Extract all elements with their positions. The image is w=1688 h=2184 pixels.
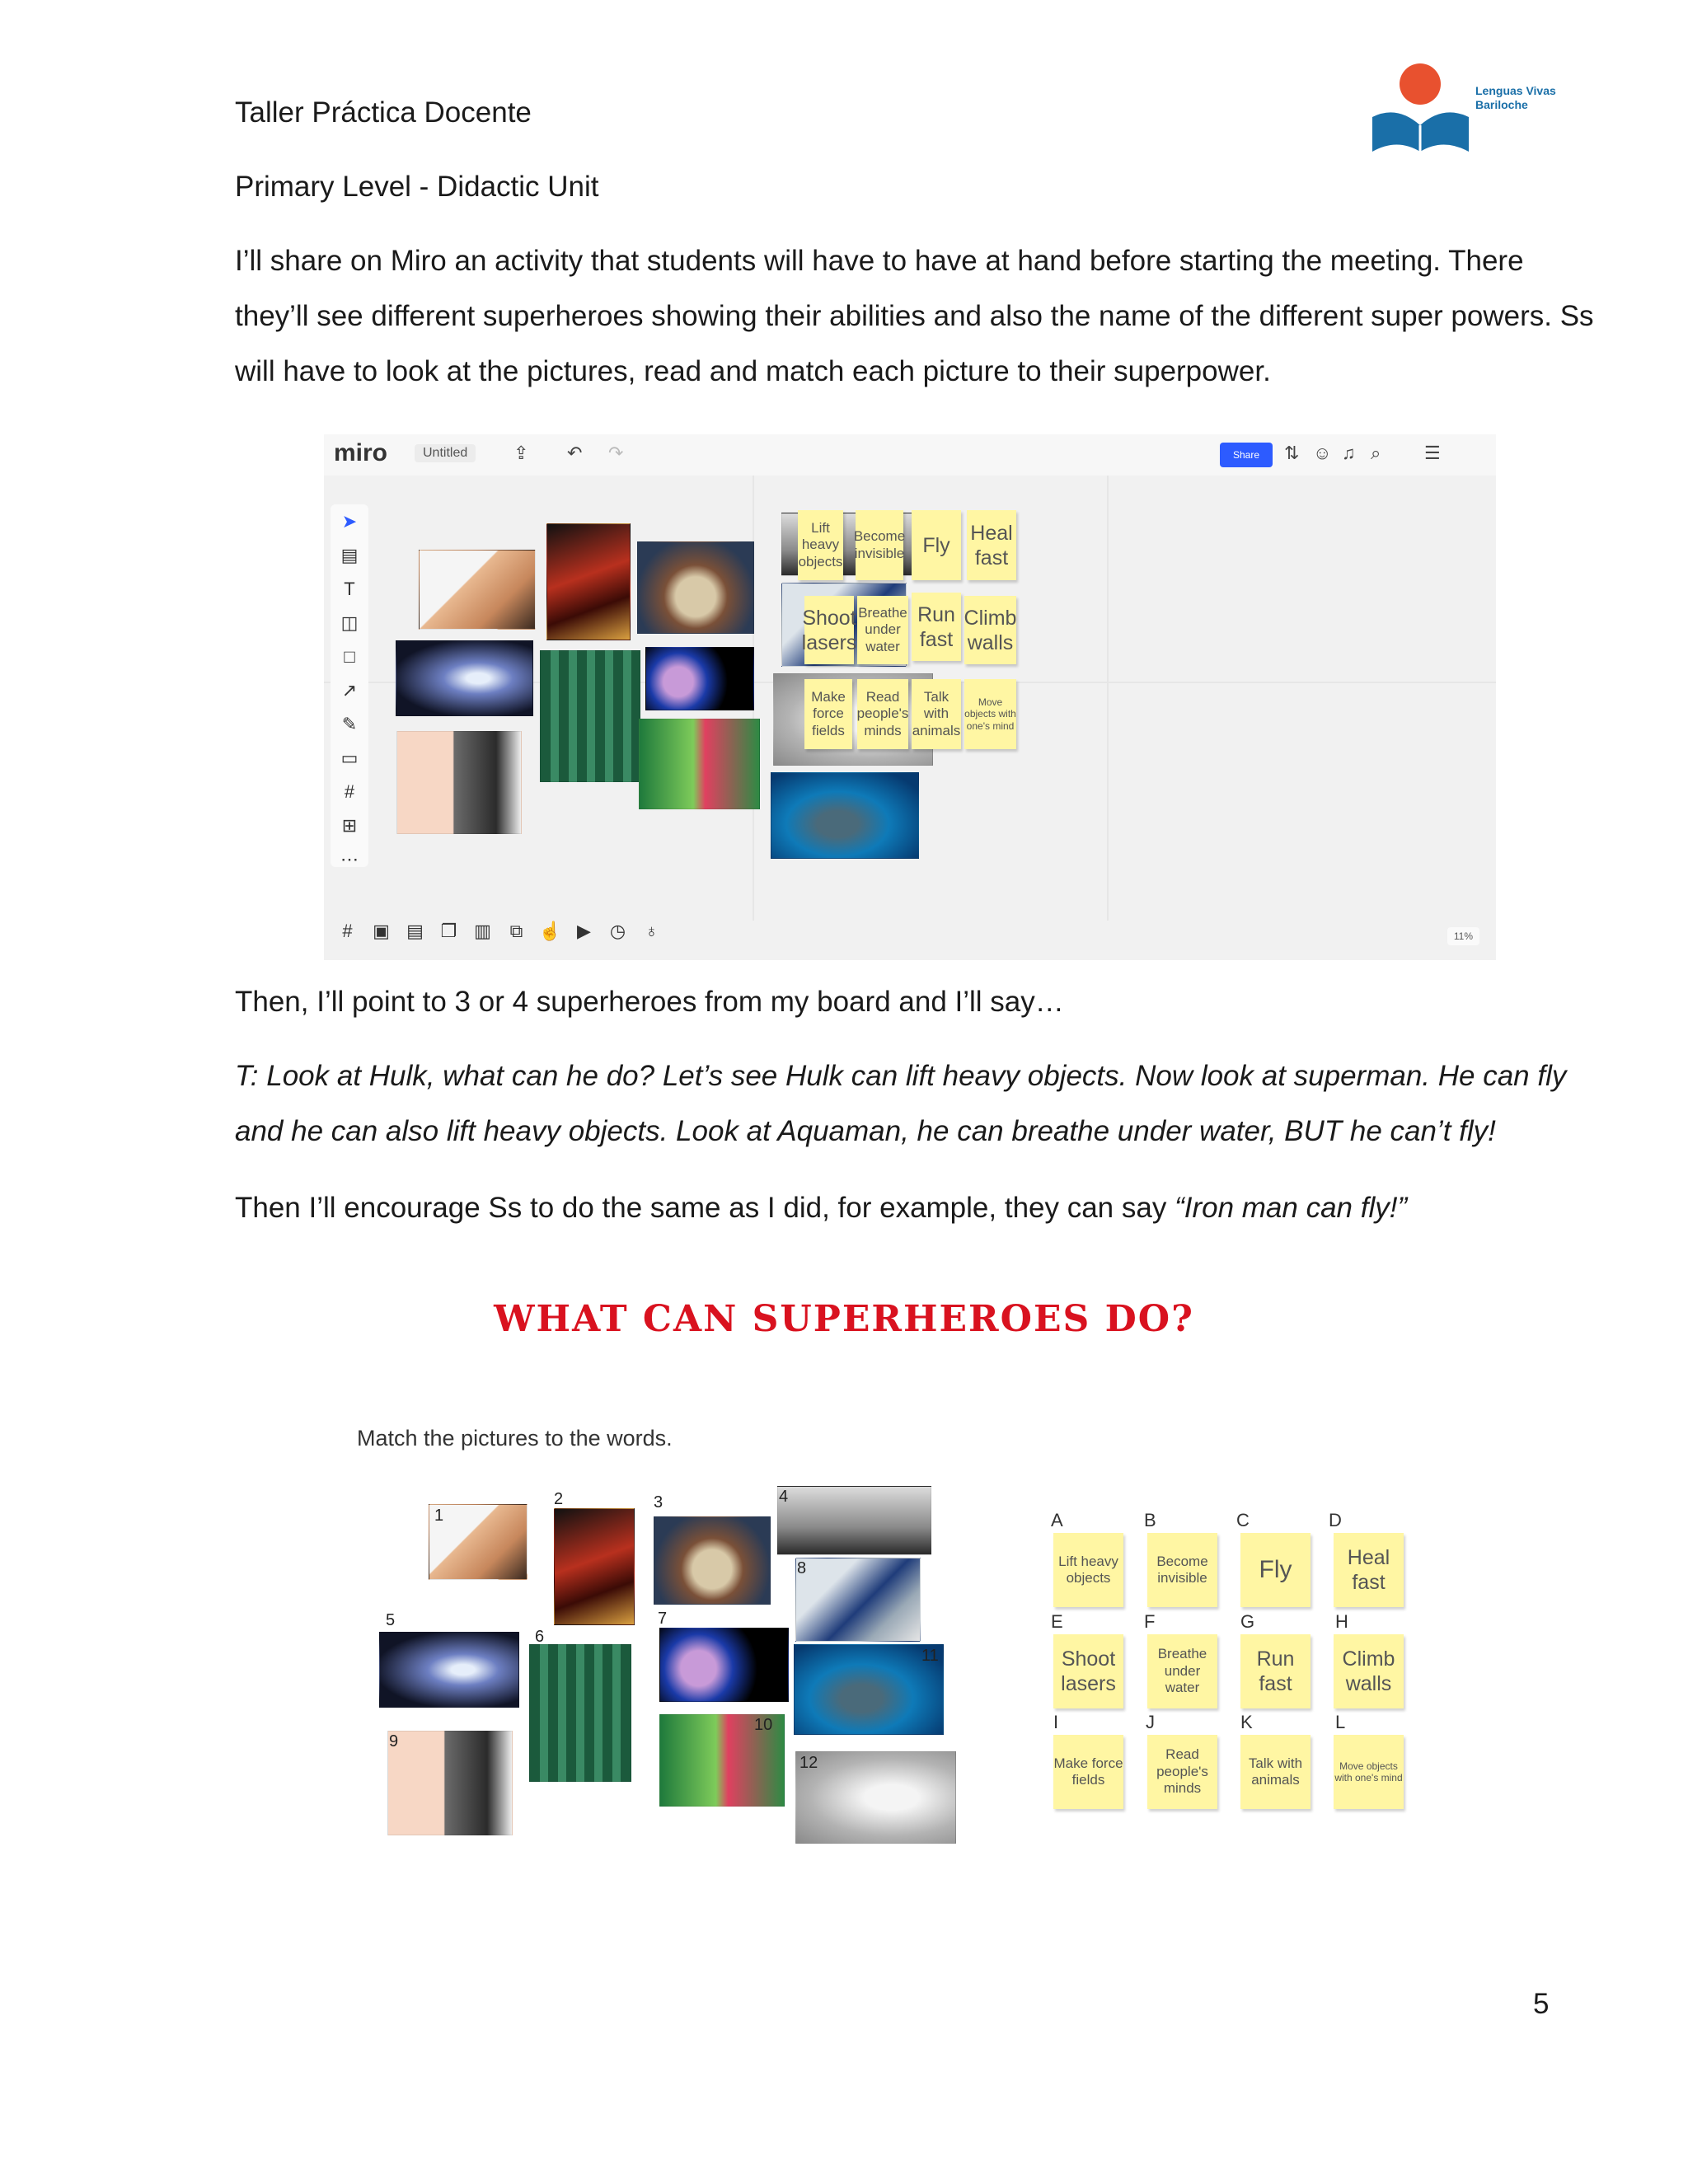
video-icon[interactable]: ▶: [577, 921, 591, 941]
sticky-note[interactable]: Read people's minds: [857, 679, 908, 749]
page-number: 5: [1533, 1988, 1550, 2020]
sticky-note[interactable]: Climb walls: [964, 596, 1016, 664]
photo-girl-dog: [396, 731, 522, 834]
comment-icon[interactable]: ▭: [340, 748, 359, 768]
worksheet-photo-2: [554, 1508, 635, 1625]
notes-icon[interactable]: ☰: [1424, 443, 1441, 463]
sticky-note[interactable]: Run fast: [912, 593, 961, 661]
worksheet-sticky: Climb walls: [1334, 1634, 1404, 1708]
arrow-icon[interactable]: ↗: [341, 680, 358, 701]
frames-icon[interactable]: #: [342, 921, 353, 941]
worksheet-title: WHAT CAN SUPERHEROES DO?: [494, 1298, 1194, 1340]
chat-icon[interactable]: ▤: [406, 921, 424, 941]
sticky-note[interactable]: Heal fast: [967, 510, 1016, 580]
more-icon[interactable]: ⋯: [340, 849, 359, 869]
board-name[interactable]: Untitled: [415, 444, 476, 462]
worksheet-photo-12: [795, 1751, 956, 1844]
worksheet-sticky: Heal fast: [1334, 1533, 1404, 1607]
picture-number: 8: [797, 1559, 807, 1577]
settings-icon[interactable]: ⇅: [1284, 443, 1300, 463]
select-icon[interactable]: ➤: [341, 511, 358, 532]
sticky-note[interactable]: Become invisible: [856, 510, 903, 580]
bottom-toolbar: [331, 921, 710, 954]
answer-letter: E: [1051, 1611, 1063, 1632]
photo-flying-man: [773, 673, 933, 766]
worksheet-photo-7: [659, 1628, 789, 1702]
timer-icon[interactable]: ◷: [609, 921, 626, 941]
share-button[interactable]: Share: [1220, 443, 1273, 467]
picture-number: 12: [799, 1754, 818, 1772]
picture-number: 10: [754, 1716, 773, 1734]
answer-letter: D: [1329, 1510, 1342, 1530]
reactions-icon[interactable]: ☺: [1313, 443, 1332, 463]
picture-number: 7: [658, 1610, 668, 1628]
picture-number: 9: [389, 1732, 399, 1750]
worksheet-sticky: Run fast: [1240, 1634, 1311, 1708]
sticky-note[interactable]: Breathe under water: [857, 596, 908, 664]
cards-icon[interactable]: ❐: [440, 921, 457, 941]
upload-tool-icon[interactable]: ⊞: [341, 815, 358, 836]
sticky-note[interactable]: Make force fields: [804, 679, 852, 749]
intro-paragraph: I’ll share on Miro an activity that students will have to have at hand before starting the meeting. There they’ll see different superheroes showing their abilities and also the name of the different super powers. Ss will have to look at the pictures, read and match each picture to their superpower.: [235, 245, 1594, 387]
logo-book-icon: [1368, 59, 1475, 158]
worksheet-photo-5: [379, 1632, 519, 1708]
left-toolbar: [331, 504, 368, 867]
header-title: Taller Práctica Docente: [235, 96, 532, 129]
photo-underwater: [771, 772, 919, 859]
answer-letter: F: [1144, 1611, 1156, 1632]
templates-icon[interactable]: ▤: [340, 545, 359, 565]
comments-icon[interactable]: ▣: [373, 921, 390, 941]
photo-laser-eyes: [396, 640, 533, 716]
picture-number: 2: [554, 1490, 564, 1508]
miro-logo: miro: [334, 439, 388, 466]
worksheet-sticky: Move objects with one's mind: [1334, 1735, 1404, 1809]
sticky-note[interactable]: Talk with animals: [912, 679, 961, 749]
sticky-note[interactable]: Lift heavy objects: [798, 510, 843, 580]
sticky-note-icon[interactable]: ◫: [340, 612, 359, 633]
text-icon[interactable]: T: [344, 579, 355, 599]
screen-share-icon[interactable]: ⧉: [509, 921, 523, 941]
pen-icon[interactable]: ✎: [341, 714, 358, 734]
worksheet-instruction: Match the pictures to the words.: [357, 1426, 673, 1451]
bell-icon[interactable]: ♫: [1342, 443, 1356, 463]
picture-number: 3: [654, 1493, 663, 1511]
worksheet-sticky: Become invisible: [1147, 1533, 1217, 1607]
search-icon[interactable]: ⌕: [1371, 443, 1381, 463]
worksheet-sticky: Lift heavy objects: [1053, 1533, 1123, 1607]
sticky-note[interactable]: Move objects with one's mind: [964, 679, 1016, 749]
worksheet-photo-3: [654, 1516, 771, 1605]
photo-runner: [639, 719, 760, 809]
encourage-paragraph: [235, 1180, 1595, 1235]
kanban-icon[interactable]: ▥: [474, 921, 491, 941]
picture-number: 5: [386, 1611, 396, 1629]
encourage-text: Then I’ll encourage Ss to do the same as I did, for example, they can say: [235, 1192, 1167, 1224]
worksheet-photo-4: [777, 1486, 931, 1555]
picture-number: 4: [779, 1488, 789, 1506]
zoom-level[interactable]: 11%: [1447, 927, 1479, 945]
worksheet-photo-9: [387, 1731, 513, 1835]
miro-board-screenshot: [324, 434, 1496, 960]
photo-spiderman: [540, 650, 640, 782]
frame-icon[interactable]: #: [344, 781, 355, 802]
picture-number: 11: [921, 1647, 939, 1665]
photo-ironman: [546, 523, 631, 640]
photo-brain-scan: [645, 647, 754, 710]
logo-text: Lenguas Vivas Bariloche: [1475, 84, 1556, 111]
worksheet-sticky: Read people's minds: [1147, 1735, 1217, 1809]
undo-icon[interactable]: ↶: [567, 443, 583, 463]
header-subtitle: Primary Level - Didactic Unit: [235, 171, 599, 203]
photo-boy-spoon: [419, 550, 536, 630]
sticky-note[interactable]: Fly: [912, 510, 961, 580]
answer-letter: H: [1335, 1611, 1348, 1632]
miro-top-bar: [324, 434, 1496, 476]
sticky-note[interactable]: Shoot lasers: [804, 596, 854, 664]
picture-number: 6: [535, 1628, 545, 1646]
voting-icon[interactable]: ☝: [538, 921, 562, 941]
worksheet-photo-6: [529, 1644, 631, 1782]
shape-icon[interactable]: □: [344, 646, 355, 667]
upload-icon[interactable]: ⇪: [513, 443, 529, 463]
answer-letter: L: [1335, 1712, 1346, 1732]
answer-letter: A: [1051, 1510, 1063, 1530]
worksheet-sticky: Fly: [1240, 1533, 1311, 1607]
worksheet-photo-8: [795, 1558, 921, 1642]
photo-hulk: [637, 541, 754, 634]
worksheet-sticky: Shoot lasers: [1053, 1634, 1123, 1708]
worksheet-sticky: Talk with animals: [1240, 1735, 1311, 1809]
answer-letter: C: [1236, 1510, 1250, 1530]
answer-letter: B: [1144, 1510, 1156, 1530]
answer-letter: I: [1053, 1712, 1059, 1732]
encourage-quote: “Iron man can fly!”: [1175, 1192, 1408, 1224]
answer-letter: J: [1146, 1712, 1155, 1732]
institution-logo: [1368, 59, 1578, 158]
present-icon[interactable]: ♁: [645, 921, 659, 941]
answer-letter: G: [1240, 1611, 1255, 1632]
answer-letter: K: [1240, 1712, 1253, 1732]
followup-paragraph: Then, I’ll point to 3 or 4 superheroes from my board and I’ll say…: [235, 986, 1064, 1018]
worksheet-sticky: Breathe under water: [1147, 1634, 1217, 1708]
teacher-quote: T: Look at Hulk, what can he do? Let’s see Hulk can lift heavy objects. Now look at superman. He can fly and he can also lift heavy objects. Look at Aquaman, he can breathe under water, BUT he can’t fly!: [235, 1060, 1567, 1147]
worksheet-sticky: Make force fields: [1053, 1735, 1123, 1809]
redo-icon[interactable]: ↷: [608, 443, 624, 463]
picture-number: 1: [434, 1507, 444, 1525]
